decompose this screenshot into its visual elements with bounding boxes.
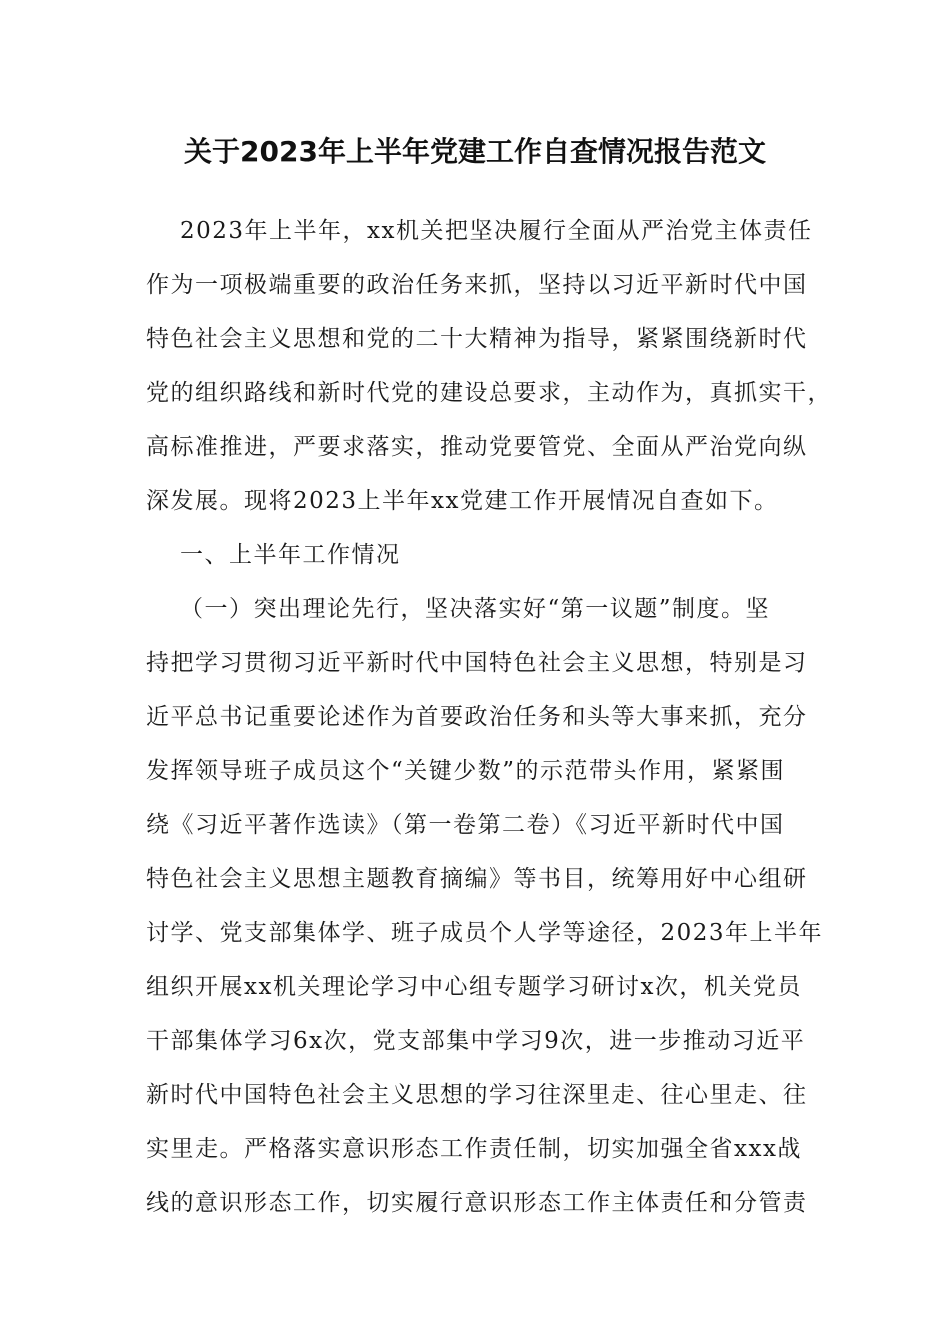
paragraph-line: 绕《习近平著作选读》（第一卷第二卷）《习近平新时代中国: [146, 812, 785, 838]
paragraph-line: 新时代中国特色社会主义思想的学习往深里走、往心里走、往: [146, 1082, 808, 1108]
paragraph-line: 作为一项极端重要的政治任务来抓，坚持以习近平新时代中国: [146, 272, 808, 298]
paragraph-line: 干部集体学习6x次，党支部集中学习9次，进一步推动习近平: [146, 1028, 806, 1054]
paragraph-line: 特色社会主义思想和党的二十大精神为指导，紧紧围绕新时代: [146, 326, 808, 352]
paragraph-line: 深发展。现将2023上半年xx党建工作开展情况自查如下。: [146, 488, 779, 514]
paragraph-line: 持把学习贯彻习近平新时代中国特色社会主义思想，特别是习: [146, 650, 808, 676]
paragraph-line: 2023年上半年，xx机关把坚决履行全面从严治党主体责任: [180, 218, 813, 244]
paragraph-line: 近平总书记重要论述作为首要政治任务和头等大事来抓，充分: [146, 704, 808, 730]
paragraph-line: 党的组织路线和新时代党的建设总要求，主动作为，真抓实干，: [146, 380, 832, 406]
paragraph-line: 组织开展xx机关理论学习中心组专题学习研讨x次，机关党员: [146, 974, 802, 1000]
document-title: 关于2023年上半年党建工作自查情况报告范文: [184, 135, 766, 168]
paragraph-line: 高标准推进，严要求落实，推动党要管党、全面从严治党向纵: [146, 434, 808, 460]
paragraph-line: 发挥领导班子成员这个“关键少数”的示范带头作用，紧紧围: [146, 758, 786, 784]
section-heading: 一、上半年工作情况: [180, 542, 401, 568]
document-body: [146, 204, 832, 1230]
paragraph-line: 线的意识形态工作，切实履行意识形态工作主体责任和分管责: [146, 1190, 808, 1216]
paragraph-line: 特色社会主义思想主题教育摘编》等书目，统筹用好中心组研: [146, 866, 808, 892]
paragraph-line: （一）突出理论先行，坚决落实好“第一议题”制度。坚: [180, 596, 771, 622]
paragraph-line: 讨学、党支部集体学、班子成员个人学等途径，2023年上半年: [146, 920, 824, 946]
paragraph-line: 实里走。严格落实意识形态工作责任制，切实加强全省xxx战: [146, 1136, 802, 1162]
